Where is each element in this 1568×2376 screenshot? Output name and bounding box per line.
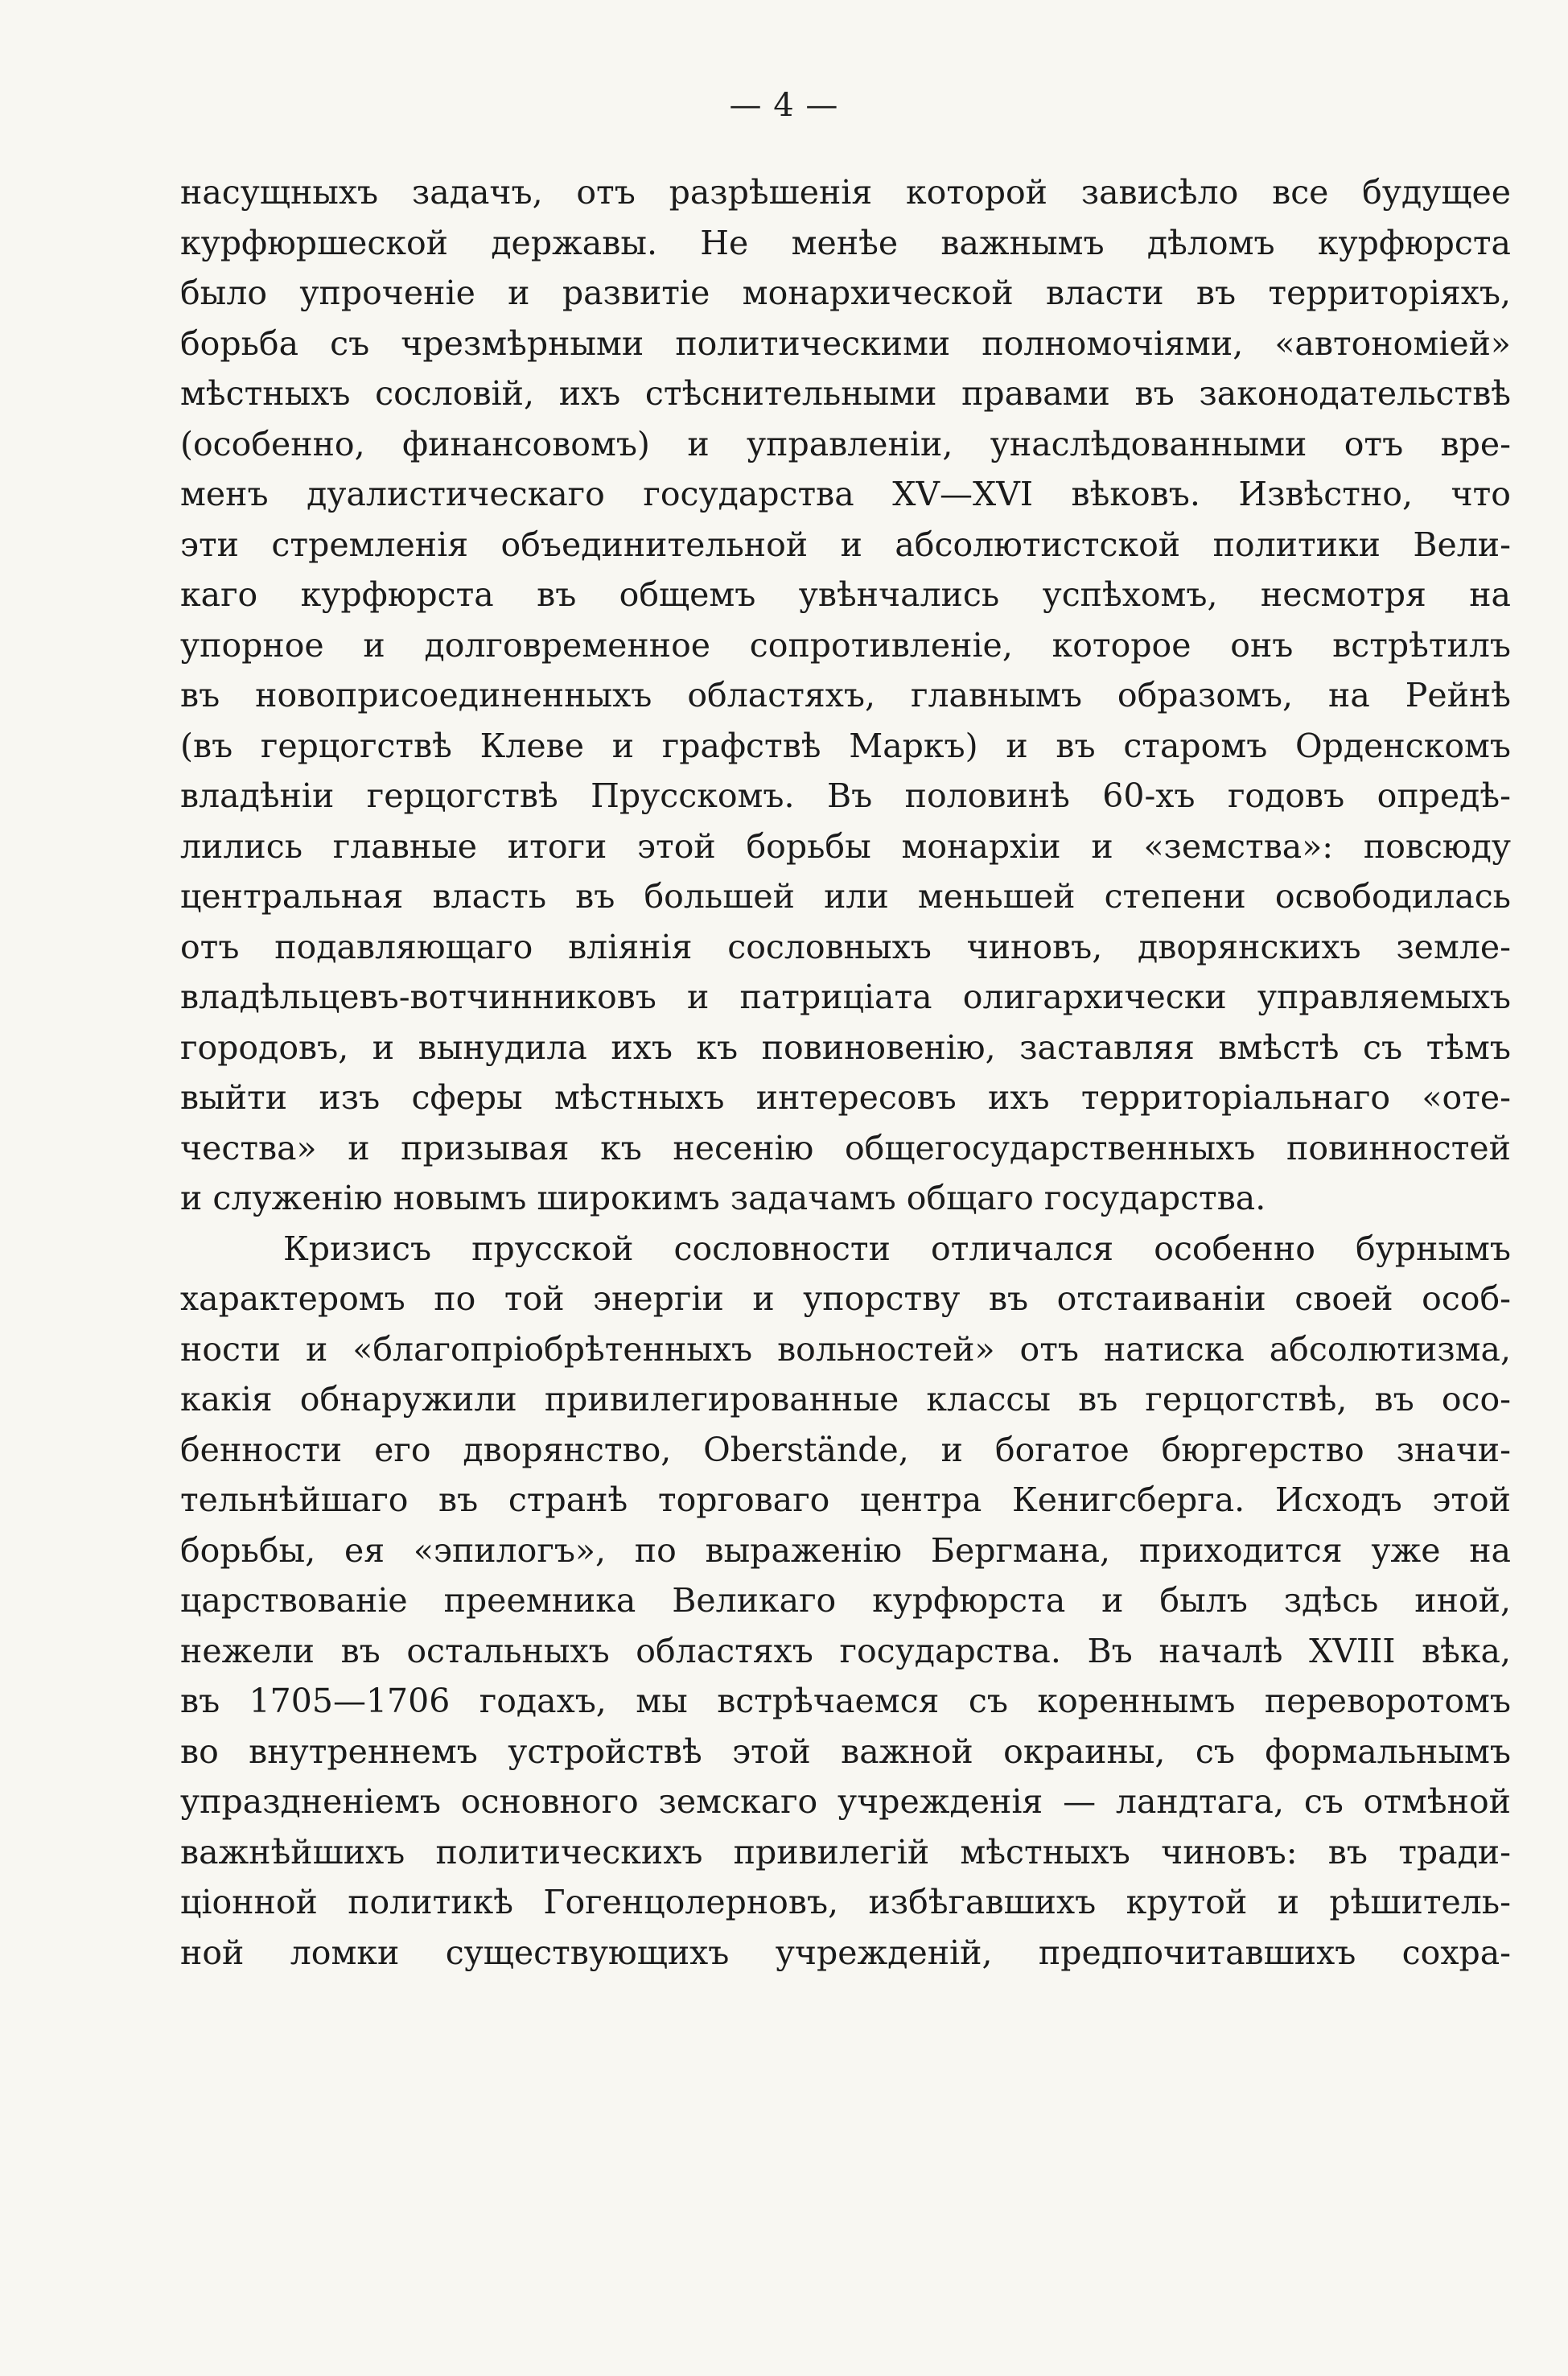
text-line: насущныхъ задачъ, отъ разрѣшенія которой зависѣло все будущее [180,173,1511,212]
text-line: Кризисъ прусской сословности отличался особенно бурнымъ [283,1229,1511,1268]
text-line: ціонной политикѣ Гогенцолерновъ, избѣгавшихъ крутой и рѣшитель- [180,1883,1511,1921]
text-line: нежели въ остальныхъ областяхъ государства. Въ началѣ XVIII вѣка, [180,1631,1511,1670]
text-line: во внутреннемъ устройствѣ этой важной окраины, съ формальнымъ [180,1732,1511,1771]
text-line: какія обнаружили привилегированные классы въ герцогствѣ, въ осо- [180,1380,1511,1419]
text-line: царствованіе преемника Великаго курфюрста и былъ здѣсь иной, [180,1581,1511,1620]
text-line: ности и «благопріобрѣтенныхъ вольностей» отъ натиска абсолютизма, [180,1329,1511,1369]
text-line: городовъ, и вынудила ихъ къ повиновенію, заставляя вмѣстѣ съ тѣмъ [180,1027,1511,1067]
text-line: (въ герцогствѣ Клеве и графствѣ Маркъ) и въ старомъ Орденскомъ [180,726,1511,765]
text-line: тельнѣйшаго въ странѣ торговаго центра Кенигсберга. Исходъ этой [180,1480,1511,1519]
text-line: каго курфюрста въ общемъ увѣнчались успѣхомъ, несмотря на [180,575,1511,614]
text-line: бенности его дворянство, Oberstände, и богатое бюргерство значи- [180,1430,1511,1469]
text-line: борьба съ чрезмѣрными политическими полномочіями, «автономіей» [180,323,1511,363]
text-line: (особенно, финансовомъ) и управленіи, унаслѣдованными отъ вре- [180,424,1511,463]
text-line: упраздненіемъ основного земскаго учрежденія — ландтага, съ отмѣной [180,1782,1511,1821]
paragraph-1 [180,167,1511,1224]
text-line: менъ дуалистическаго государства XV—XVI вѣковъ. Извѣстно, что [180,475,1511,513]
text-line: курфюршеской державы. Не менѣе важнымъ дѣломъ курфюрста [180,223,1511,262]
text-line: центральная власть въ большей или меньшей степени освободилась [180,877,1511,916]
text-line: отъ подавляющаго вліянія сословныхъ чиновъ, дворянскихъ земле- [180,927,1511,966]
body-text [180,167,1511,1978]
text-line: чества» и призывая къ несенію общегосударственныхъ повинностей [180,1128,1511,1167]
text-line: было упроченіе и развитіе монархической власти въ территоріяхъ, [180,274,1511,312]
text-line: въ новоприсоединенныхъ областяхъ, главнымъ образомъ, на Рейнѣ [180,676,1511,714]
text-line: и служенію новымъ широкимъ задачамъ общаго государства. [180,1179,1266,1217]
text-line: важнѣйшихъ политическихъ привилегій мѣстныхъ чиновъ: въ тради- [180,1832,1511,1872]
text-line: владѣльцевъ-вотчинниковъ и патриціата олигархически управляемыхъ [180,978,1511,1016]
text-line: въ 1705—1706 годахъ, мы встрѣчаемся съ кореннымъ переворотомъ [180,1682,1511,1720]
text-line: борьбы, ея «эпилогъ», по выраженію Бергмана, приходится уже на [180,1530,1511,1570]
text-line: мѣстныхъ сословій, ихъ стѣснительными правами въ законодательствѣ [180,374,1511,413]
text-line: лились главные итоги этой борьбы монархіи и «земства»: повсюду [180,826,1511,866]
text-line: владѣніи герцогствѣ Прусскомъ. Въ половинѣ 60-хъ годовъ опредѣ- [180,776,1511,815]
text-line: ной ломки существующихъ учрежденій, предпочитавшихъ сохра- [180,1933,1511,1972]
text-line: упорное и долговременное сопротивленіе, которое онъ встрѣтилъ [180,625,1511,665]
text-line: характеромъ по той энергіи и упорству въ отстаиваніи своей особ- [180,1279,1511,1318]
text-line: эти стремленія объединительной и абсолютистской политики Вели- [180,525,1511,564]
text-line: выйти изъ сферы мѣстныхъ интересовъ ихъ территоріальнаго «оте- [180,1078,1511,1117]
paragraph-2 [180,1224,1511,1979]
page-number: — 4 — [729,87,839,124]
